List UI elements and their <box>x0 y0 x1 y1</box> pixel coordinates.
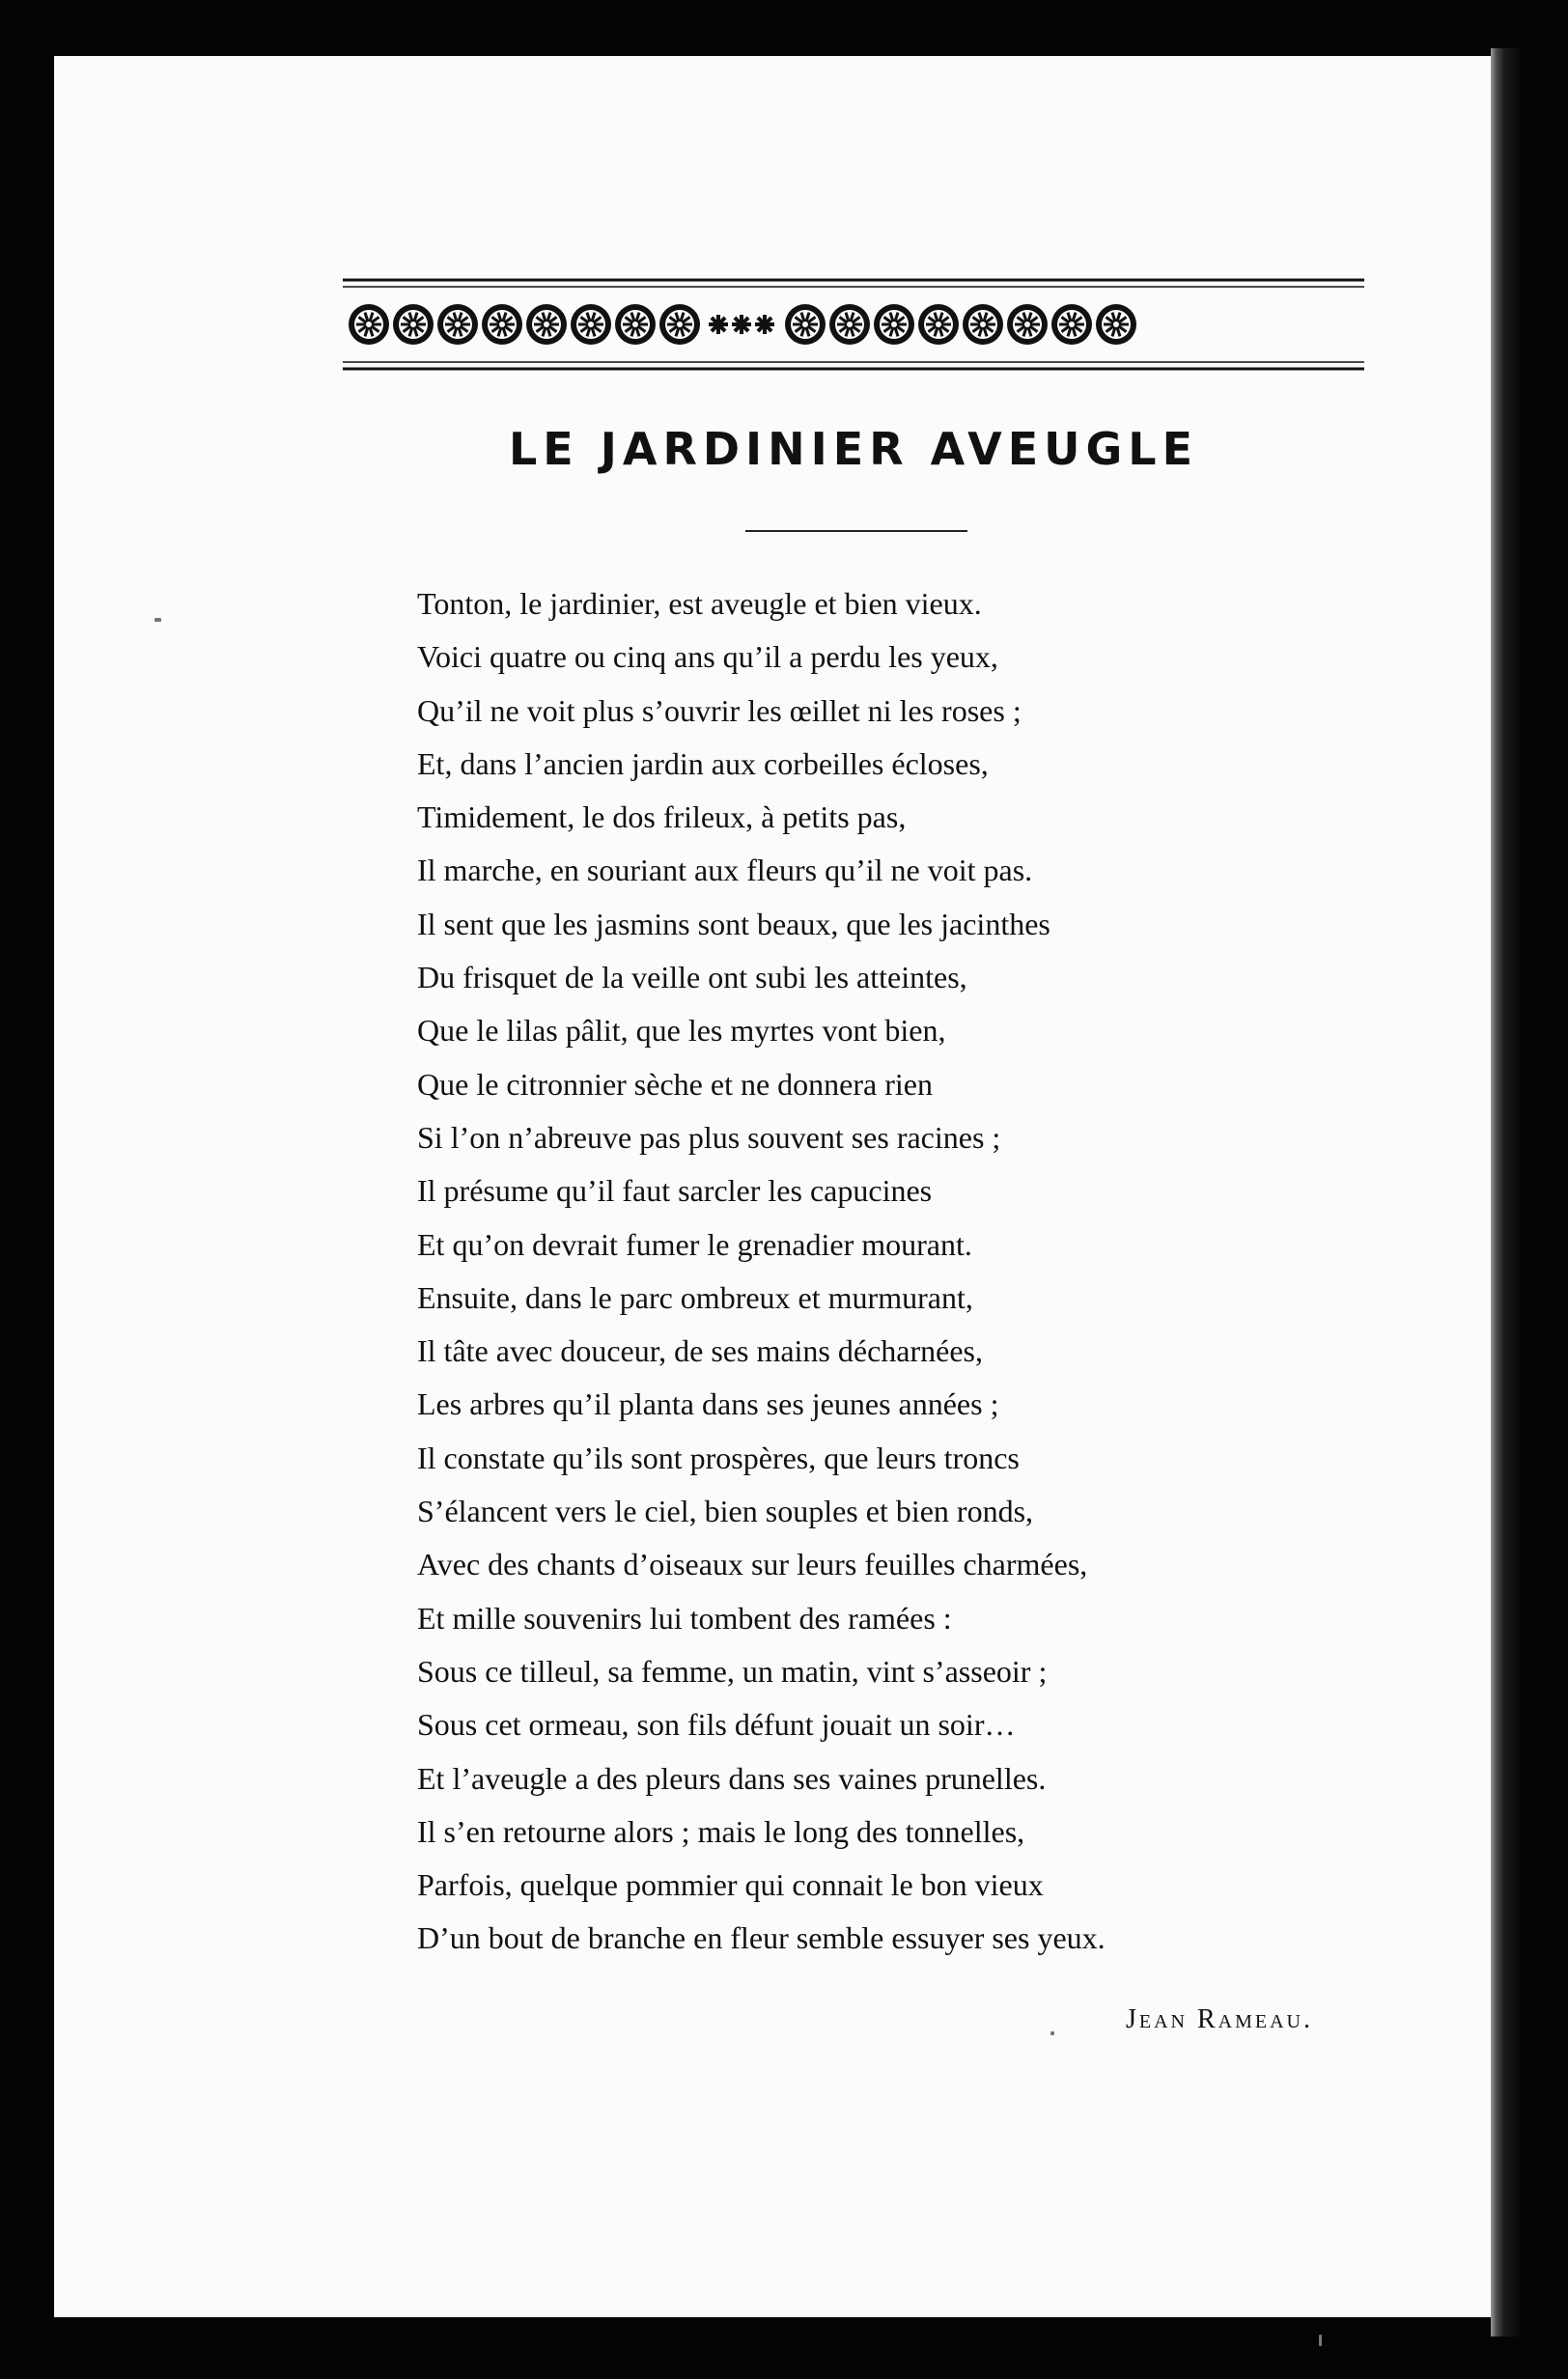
book-edge <box>1491 48 1520 2337</box>
poem-line: Timidement, le dos frileux, à petits pas, <box>417 799 907 835</box>
poem-line: Et qu’on devrait fumer le grenadier mourant. <box>417 1226 972 1262</box>
poem-line: Avec des chants d’oiseaux sur leurs feuilles charmées, <box>417 1547 1088 1582</box>
title-divider <box>745 530 967 532</box>
poem-line: Il marche, en souriant aux fleurs qu’il ne voit pas. <box>417 853 1033 888</box>
poem-line: Les arbres qu’il planta dans ses jeunes années ; <box>417 1386 999 1422</box>
poem-line: Qu’il ne voit plus s’ouvrir les œillet ni les roses ; <box>417 692 1022 728</box>
poem-line: Parfois, quelque pommier qui connait le bon vieux <box>417 1867 1044 1903</box>
poem-line: Si l’on n’abreuve pas plus souvent ses racines ; <box>417 1119 1001 1155</box>
poem-line: D’un bout de branche en fleur semble essuyer ses yeux. <box>417 1920 1106 1956</box>
poem-line: Voici quatre ou cinq ans qu’il a perdu les yeux, <box>417 639 998 675</box>
scan-speck <box>1050 2031 1054 2035</box>
poem-line: Tonton, le jardinier, est aveugle et bien vieux. <box>417 586 982 621</box>
poem-line: Il constate qu’ils sont prospères, que leurs troncs <box>417 1440 1020 1475</box>
poem-line: S’élancent vers le ciel, bien souples et bien ronds, <box>417 1494 1034 1529</box>
poem-line: Ensuite, dans le parc ombreux et murmurant, <box>417 1279 973 1315</box>
rosette-border-icon <box>343 278 1364 371</box>
poem-line: Que le citronnier sèche et ne donnera rien <box>417 1066 933 1102</box>
author-signature: Jean Rameau. <box>1125 2004 1313 2034</box>
poem-line: Et l’aveugle a des pleurs dans ses vaines prunelles. <box>417 1760 1047 1796</box>
scan-speck <box>154 618 161 622</box>
poem-line: Sous ce tilleul, sa femme, un matin, vint s’asseoir ; <box>417 1653 1048 1689</box>
scan-speck <box>1319 2335 1322 2346</box>
poem-line: Et mille souvenirs lui tombent des ramées : <box>417 1600 952 1636</box>
poem-line: Il s’en retourne alors ; mais le long des tonnelles, <box>417 1813 1025 1849</box>
poem-line: Il présume qu’il faut sarcler les capucines <box>417 1173 933 1209</box>
poem-line: Il sent que les jasmins sont beaux, que les jacinthes <box>417 906 1050 941</box>
poem-line: Sous cet ormeau, son fils défunt jouait un soir… <box>417 1707 1016 1743</box>
poem-title: LE JARDINIER AVEUGLE <box>508 423 1198 475</box>
poem-text <box>417 577 1392 1966</box>
poem-line: Il tâte avec douceur, de ses mains décharnées, <box>417 1333 983 1369</box>
poem-line: Et, dans l’ancien jardin aux corbeilles écloses, <box>417 745 989 781</box>
poem-line: Du frisquet de la veille ont subi les atteintes, <box>417 960 967 995</box>
poem-line: Que le lilas pâlit, que les myrtes vont bien, <box>417 1013 946 1049</box>
